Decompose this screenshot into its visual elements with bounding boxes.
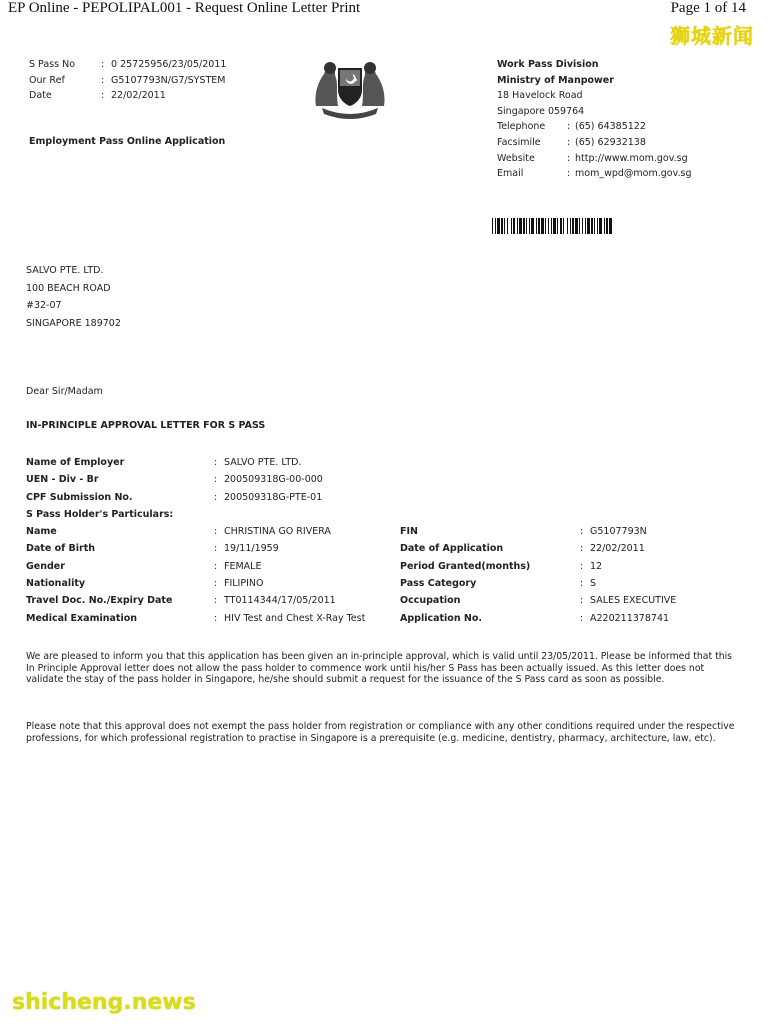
contact-label: Website bbox=[497, 152, 535, 164]
particulars-row: Date of Birth : 19/11/1959 Date of Application : 22/02/2011 bbox=[26, 540, 676, 557]
approval-paragraph: We are pleased to inform you that this application has been given an in-principle approval, which is valid until 23/05/2011. Please be informed that this In Principle Approval letter does not allow the pass holder to commence work until his/her S Pass has been actually issued. As this letter does not validate the stay of the pass holder in Singapore, he/she should submit a request for the issuance of the S Pass card as soon as possible. bbox=[26, 651, 733, 686]
recipient-line: SINGAPORE 189702 bbox=[26, 317, 121, 329]
application-title: Employment Pass Online Application bbox=[29, 136, 226, 147]
field-value: SALVO PTE. LTD. bbox=[224, 457, 302, 468]
document-header-title: EP Online - PEPOLIPAL001 - Request Online Letter Print bbox=[8, 0, 361, 16]
contact-row: Email : mom_wpd@mom.gov.sg bbox=[497, 166, 691, 182]
ministry-name: Ministry of Manpower bbox=[497, 74, 614, 86]
field-label: Name bbox=[26, 526, 57, 538]
contact-row: Website : http://www.mom.gov.sg bbox=[497, 151, 691, 167]
field-value: 12 bbox=[590, 560, 603, 572]
particulars-heading: S Pass Holder's Particulars: bbox=[26, 508, 174, 520]
contact-label: Email bbox=[497, 168, 524, 180]
field-value: S bbox=[590, 578, 597, 590]
watermark-top: 狮城新闻 bbox=[670, 24, 754, 48]
employer-details bbox=[26, 454, 676, 627]
ministry-block bbox=[497, 57, 691, 182]
singapore-crest-icon bbox=[308, 54, 392, 120]
field-label: Gender bbox=[26, 560, 65, 572]
field-value: TT0114344/17/05/2011 bbox=[224, 595, 336, 607]
page-indicator: Page 1 of 14 bbox=[670, 0, 746, 16]
recipient-line: 100 BEACH ROAD bbox=[26, 282, 111, 294]
field-label: Date of Application bbox=[400, 543, 504, 555]
field-label: Period Granted(months) bbox=[400, 560, 531, 572]
particulars-row: Gender : FEMALE Period Granted(months) : 12 bbox=[26, 558, 676, 575]
contact-label: Telephone bbox=[497, 121, 546, 133]
field-label: CPF Submission No. bbox=[26, 491, 133, 503]
recipient-line: #32-07 bbox=[26, 300, 62, 311]
field-label: Name of Employer bbox=[26, 457, 125, 468]
contact-row: Facsimile : (65) 62932138 bbox=[497, 135, 691, 151]
contact-value: (65) 62932138 bbox=[575, 136, 646, 148]
employer-row: CPF Submission No. : 200509318G-PTE-01 bbox=[26, 489, 676, 506]
reference-block bbox=[29, 57, 226, 104]
letter-subject: IN-PRINCIPLE APPROVAL LETTER FOR S PASS bbox=[26, 420, 266, 431]
field-label: Occupation bbox=[400, 595, 461, 607]
ref-row: Our Ref : G5107793N/G7/SYSTEM bbox=[29, 73, 226, 89]
particulars-row: Nationality : FILIPINO Pass Category : S bbox=[26, 575, 676, 592]
field-value: SALES EXECUTIVE bbox=[590, 595, 677, 607]
ministry-address-line: 18 Havelock Road bbox=[497, 90, 583, 102]
email-link: mom_wpd@mom.gov.sg bbox=[575, 168, 692, 180]
particulars-row: Medical Examination : HIV Test and Chest X-Ray Test Application No. : A220211378741 bbox=[26, 610, 676, 627]
field-label: Nationality bbox=[26, 578, 86, 590]
ref-row: Date : 22/02/2011 bbox=[29, 88, 226, 104]
ref-row: S Pass No : 0 25725956/23/05/2011 bbox=[29, 57, 226, 73]
ministry-address-line: Singapore 059764 bbox=[497, 105, 585, 117]
contact-row: Telephone : (65) 64385122 bbox=[497, 119, 691, 135]
employer-row: Name of Employer : SALVO PTE. LTD. bbox=[26, 454, 676, 471]
exemption-paragraph: Please note that this approval does not exempt the pass holder from registration or compliance with any other conditions required under the respective professions, for which professional registration to practise in Singapore is a prerequisite (e.g. medicine, dentistry, pharmacy, architecture, law, etc). bbox=[26, 721, 735, 744]
field-value: A220211378741 bbox=[590, 612, 670, 624]
field-label: Pass Category bbox=[400, 578, 477, 590]
watermark-bottom: shicheng.news bbox=[12, 990, 196, 1015]
field-value: 22/02/2011 bbox=[590, 543, 645, 555]
barcode-icon bbox=[492, 218, 738, 234]
ref-label: S Pass No bbox=[29, 59, 76, 70]
field-value: 200509318G-00-000 bbox=[224, 474, 323, 486]
barcode-bar bbox=[612, 218, 613, 234]
field-value: FILIPINO bbox=[224, 578, 264, 590]
field-label: Medical Examination bbox=[26, 612, 138, 624]
ministry-division: Work Pass Division bbox=[497, 59, 599, 70]
employer-row: UEN - Div - Br : 200509318G-00-000 bbox=[26, 471, 676, 488]
field-label: Travel Doc. No./Expiry Date bbox=[26, 595, 173, 607]
salutation: Dear Sir/Madam bbox=[26, 386, 103, 397]
recipient-line: SALVO PTE. LTD. bbox=[26, 265, 104, 276]
field-value: 200509318G-PTE-01 bbox=[224, 491, 323, 503]
field-label: FIN bbox=[400, 526, 418, 538]
field-value: CHRISTINA GO RIVERA bbox=[224, 526, 331, 538]
field-value: G5107793N bbox=[590, 526, 647, 538]
ref-value: 0 25725956/23/05/2011 bbox=[111, 59, 227, 70]
field-value: 19/11/1959 bbox=[224, 543, 279, 555]
ref-label: Our Ref bbox=[29, 74, 65, 86]
field-value: HIV Test and Chest X-Ray Test bbox=[224, 612, 366, 624]
field-value: FEMALE bbox=[224, 560, 262, 572]
particulars-row: Name : CHRISTINA GO RIVERA FIN : G5107793N bbox=[26, 523, 676, 540]
field-label: Application No. bbox=[400, 612, 482, 624]
recipient-address bbox=[26, 262, 121, 332]
ref-label: Date bbox=[29, 90, 52, 102]
contact-value: (65) 64385122 bbox=[575, 121, 646, 133]
ref-value: G5107793N/G7/SYSTEM bbox=[111, 74, 226, 86]
website-link: http://www.mom.gov.sg bbox=[575, 152, 688, 164]
field-label: UEN - Div - Br bbox=[26, 474, 99, 486]
contact-label: Facsimile bbox=[497, 136, 541, 148]
particulars-row: Travel Doc. No./Expiry Date : TT0114344/17/05/2011 Occupation : SALES EXECUTIVE bbox=[26, 592, 676, 609]
field-label: Date of Birth bbox=[26, 543, 96, 555]
ref-value: 22/02/2011 bbox=[111, 90, 166, 102]
